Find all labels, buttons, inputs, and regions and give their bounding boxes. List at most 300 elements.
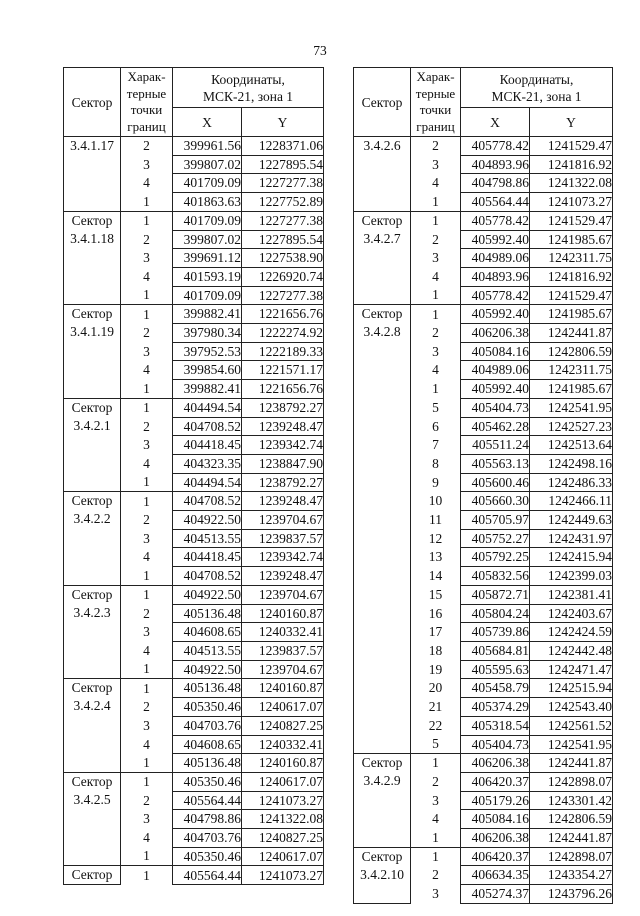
y-coordinate-cell: 1242898.07 (530, 772, 613, 791)
y-coordinate-cell: 1242381.41 (530, 585, 613, 604)
point-number-cell: 4 (121, 361, 173, 380)
y-coordinate-cell: 1242513.64 (530, 436, 613, 455)
point-number-cell: 14 (411, 567, 461, 586)
point-number-cell: 22 (411, 716, 461, 735)
y-coordinate-cell: 1241816.92 (530, 267, 613, 286)
point-number-cell: 3 (121, 249, 173, 268)
x-coordinate-cell: 399807.02 (173, 155, 242, 174)
point-number-cell: 3 (121, 436, 173, 455)
x-coordinate-cell: 404418.45 (173, 548, 242, 567)
sector-cell (64, 137, 121, 212)
point-number-cell: 2 (121, 698, 173, 717)
x-coordinate-cell: 405739.86 (461, 623, 530, 642)
point-number-cell: 3 (121, 810, 173, 829)
x-coordinate-cell: 405778.42 (461, 211, 530, 230)
x-coordinate-cell: 399691.12 (173, 249, 242, 268)
x-coordinate-cell: 405511.24 (461, 436, 530, 455)
point-number-cell: 1 (411, 193, 461, 212)
x-coordinate-cell: 405350.46 (173, 847, 242, 866)
y-coordinate-cell: 1241073.27 (242, 791, 324, 810)
x-coordinate-cell: 405404.73 (461, 398, 530, 417)
header-y: Y (530, 108, 613, 137)
table-row (64, 679, 324, 698)
header-x: X (461, 108, 530, 137)
y-coordinate-cell: 1227895.54 (242, 155, 324, 174)
x-coordinate-cell: 405705.97 (461, 511, 530, 530)
sector-label: Сектор (71, 212, 113, 228)
y-coordinate-cell: 1239837.57 (242, 641, 324, 660)
sector-label: Сектор (71, 586, 113, 602)
y-coordinate-cell: 1241985.67 (530, 380, 613, 399)
x-coordinate-cell: 405660.30 (461, 492, 530, 511)
sector-label: Сектор (361, 848, 403, 864)
x-coordinate-cell: 399882.41 (173, 305, 242, 324)
x-coordinate-cell: 399807.02 (173, 230, 242, 249)
table-header (354, 68, 613, 137)
x-coordinate-cell: 404608.65 (173, 623, 242, 642)
table-row (354, 137, 613, 156)
point-number-cell: 16 (411, 604, 461, 623)
x-coordinate-cell: 405992.40 (461, 305, 530, 324)
x-coordinate-cell: 397980.34 (173, 324, 242, 343)
x-coordinate-cell: 405684.81 (461, 641, 530, 660)
point-number-cell: 1 (121, 193, 173, 212)
sector-label: Сектор (71, 867, 113, 883)
table-row (354, 754, 613, 773)
y-coordinate-cell: 1242898.07 (530, 847, 613, 866)
sector-label: 3.4.1.17 (70, 138, 114, 153)
sector-label: Сектор (71, 399, 113, 415)
table-row (64, 137, 324, 156)
y-coordinate-cell: 1241322.08 (242, 810, 324, 829)
point-number-cell: 1 (121, 473, 173, 492)
y-coordinate-cell: 1242486.33 (530, 473, 613, 492)
point-number-cell: 1 (121, 567, 173, 586)
x-coordinate-cell: 405992.40 (461, 380, 530, 399)
point-number-cell: 17 (411, 623, 461, 642)
y-coordinate-cell: 1238792.27 (242, 398, 324, 417)
point-number-cell: 1 (411, 380, 461, 399)
point-number-cell: 6 (411, 417, 461, 436)
point-number-cell: 1 (121, 305, 173, 324)
point-number-cell: 1 (121, 585, 173, 604)
y-coordinate-cell: 1240160.87 (242, 679, 324, 698)
x-coordinate-cell: 405564.44 (461, 193, 530, 212)
point-number-cell: 1 (121, 772, 173, 791)
y-coordinate-cell: 1239704.67 (242, 585, 324, 604)
x-coordinate-cell: 406206.38 (461, 754, 530, 773)
sector-label: 3.4.2.9 (363, 773, 401, 789)
x-coordinate-cell: 405374.29 (461, 698, 530, 717)
point-number-cell: 2 (121, 791, 173, 810)
point-number-cell: 5 (411, 735, 461, 754)
point-number-cell: 2 (121, 230, 173, 249)
x-coordinate-cell: 399882.41 (173, 380, 242, 399)
y-coordinate-cell: 1242527.23 (530, 417, 613, 436)
point-number-cell: 4 (121, 174, 173, 193)
x-coordinate-cell: 404494.54 (173, 473, 242, 492)
x-coordinate-cell: 405136.48 (173, 604, 242, 623)
point-number-cell: 11 (411, 511, 461, 530)
sector-label: Сектор (361, 212, 403, 228)
x-coordinate-cell: 404989.06 (461, 249, 530, 268)
point-number-cell: 3 (121, 529, 173, 548)
y-coordinate-cell: 1239342.74 (242, 436, 324, 455)
y-coordinate-cell: 1242471.47 (530, 660, 613, 679)
table-row (64, 492, 324, 511)
x-coordinate-cell: 405318.54 (461, 716, 530, 735)
point-number-cell: 2 (411, 137, 461, 156)
x-coordinate-cell: 404989.06 (461, 361, 530, 380)
table-row (64, 585, 324, 604)
y-coordinate-cell: 1243354.27 (530, 866, 613, 885)
table-header (64, 68, 324, 137)
y-coordinate-cell: 1221656.76 (242, 380, 324, 399)
y-coordinate-cell: 1226920.74 (242, 267, 324, 286)
point-number-cell: 1 (411, 754, 461, 773)
y-coordinate-cell: 1242441.87 (530, 754, 613, 773)
y-coordinate-cell: 1240332.41 (242, 623, 324, 642)
x-coordinate-cell: 405595.63 (461, 660, 530, 679)
point-number-cell: 4 (411, 361, 461, 380)
point-number-cell: 1 (121, 492, 173, 511)
x-coordinate-cell: 404494.54 (173, 398, 242, 417)
point-number-cell: 2 (411, 230, 461, 249)
point-number-cell: 9 (411, 473, 461, 492)
x-coordinate-cell: 397952.53 (173, 342, 242, 361)
y-coordinate-cell: 1242541.95 (530, 735, 613, 754)
point-number-cell: 3 (121, 155, 173, 174)
x-coordinate-cell: 404708.52 (173, 567, 242, 586)
point-number-cell: 18 (411, 641, 461, 660)
sector-cell (64, 398, 121, 492)
y-coordinate-cell: 1221656.76 (242, 305, 324, 324)
x-coordinate-cell: 404513.55 (173, 529, 242, 548)
point-number-cell: 4 (411, 267, 461, 286)
y-coordinate-cell: 1242806.59 (530, 342, 613, 361)
x-coordinate-cell: 404608.65 (173, 735, 242, 754)
table-row (354, 305, 613, 324)
point-number-cell: 1 (411, 305, 461, 324)
table-row (64, 398, 324, 417)
point-number-cell: 1 (121, 866, 173, 885)
x-coordinate-cell: 404703.76 (173, 716, 242, 735)
sector-cell (354, 211, 411, 305)
sector-cell (64, 585, 121, 679)
sector-label: 3.4.2.1 (73, 417, 111, 433)
sector-label: 3.4.1.19 (70, 324, 114, 340)
x-coordinate-cell: 401709.09 (173, 174, 242, 193)
y-coordinate-cell: 1242561.52 (530, 716, 613, 735)
point-number-cell: 4 (121, 735, 173, 754)
x-coordinate-cell: 405792.25 (461, 548, 530, 567)
x-coordinate-cell: 405136.48 (173, 754, 242, 773)
y-coordinate-cell: 1239248.47 (242, 417, 324, 436)
sector-label: 3.4.2.2 (73, 511, 111, 527)
y-coordinate-cell: 1227752.89 (242, 193, 324, 212)
y-coordinate-cell: 1239704.67 (242, 511, 324, 530)
point-number-cell: 21 (411, 698, 461, 717)
y-coordinate-cell: 1243301.42 (530, 791, 613, 810)
x-coordinate-cell: 405752.27 (461, 529, 530, 548)
y-coordinate-cell: 1227277.38 (242, 174, 324, 193)
x-coordinate-cell: 405084.16 (461, 342, 530, 361)
point-number-cell: 1 (121, 847, 173, 866)
coordinates-table-right (353, 67, 613, 904)
point-number-cell: 1 (411, 286, 461, 305)
sector-cell (64, 772, 121, 866)
x-coordinate-cell: 401709.09 (173, 211, 242, 230)
x-coordinate-cell: 404922.50 (173, 511, 242, 530)
y-coordinate-cell: 1240617.07 (242, 772, 324, 791)
x-coordinate-cell: 404893.96 (461, 155, 530, 174)
table-row (64, 772, 324, 791)
point-number-cell: 2 (121, 511, 173, 530)
y-coordinate-cell: 1242515.94 (530, 679, 613, 698)
point-number-cell: 2 (121, 417, 173, 436)
y-coordinate-cell: 1242441.87 (530, 324, 613, 343)
table-row (354, 847, 613, 866)
x-coordinate-cell: 404513.55 (173, 641, 242, 660)
point-number-cell: 3 (411, 791, 461, 810)
y-coordinate-cell: 1242311.75 (530, 249, 613, 268)
point-number-cell: 4 (121, 454, 173, 473)
sector-cell (354, 137, 411, 212)
x-coordinate-cell: 401593.19 (173, 267, 242, 286)
x-coordinate-cell: 406206.38 (461, 829, 530, 848)
x-coordinate-cell: 399854.60 (173, 361, 242, 380)
y-coordinate-cell: 1242431.97 (530, 529, 613, 548)
point-number-cell: 2 (121, 604, 173, 623)
sector-cell (64, 211, 121, 305)
y-coordinate-cell: 1240617.07 (242, 698, 324, 717)
sector-label: Сектор (71, 493, 113, 509)
y-coordinate-cell: 1228371.06 (242, 137, 324, 156)
coordinates-table-left (63, 67, 324, 885)
sector-label: 3.4.2.7 (363, 230, 401, 246)
y-coordinate-cell: 1242806.59 (530, 810, 613, 829)
x-coordinate-cell: 405084.16 (461, 810, 530, 829)
sector-label: Сектор (71, 306, 113, 322)
y-coordinate-cell: 1227277.38 (242, 211, 324, 230)
point-number-cell: 1 (121, 398, 173, 417)
y-coordinate-cell: 1240617.07 (242, 847, 324, 866)
point-number-cell: 4 (121, 548, 173, 567)
sector-label: Сектор (71, 773, 113, 789)
x-coordinate-cell: 404323.35 (173, 454, 242, 473)
x-coordinate-cell: 404798.86 (173, 810, 242, 829)
point-number-cell: 1 (121, 211, 173, 230)
y-coordinate-cell: 1239248.47 (242, 492, 324, 511)
y-coordinate-cell: 1241322.08 (530, 174, 613, 193)
sector-label: 3.4.2.4 (73, 698, 111, 714)
x-coordinate-cell: 404798.86 (461, 174, 530, 193)
y-coordinate-cell: 1242498.16 (530, 454, 613, 473)
y-coordinate-cell: 1239248.47 (242, 567, 324, 586)
point-number-cell: 5 (411, 398, 461, 417)
point-number-cell: 3 (411, 249, 461, 268)
sector-cell (64, 492, 121, 586)
header-points: Харак- терные точки границ (411, 68, 461, 137)
y-coordinate-cell: 1241529.47 (530, 137, 613, 156)
page-number: 73 (313, 43, 327, 58)
sector-label: 3.4.2.5 (73, 791, 111, 807)
y-coordinate-cell: 1241529.47 (530, 286, 613, 305)
x-coordinate-cell: 405179.26 (461, 791, 530, 810)
point-number-cell: 4 (411, 174, 461, 193)
point-number-cell: 4 (121, 829, 173, 848)
y-coordinate-cell: 1241529.47 (530, 211, 613, 230)
x-coordinate-cell: 404418.45 (173, 436, 242, 455)
x-coordinate-cell: 404708.52 (173, 492, 242, 511)
x-coordinate-cell: 405564.44 (173, 866, 242, 885)
point-number-cell: 1 (121, 286, 173, 305)
sector-cell (64, 305, 121, 399)
table-body (64, 137, 324, 885)
y-coordinate-cell: 1242442.48 (530, 641, 613, 660)
point-number-cell: 1 (121, 679, 173, 698)
sector-label: Сектор (361, 755, 403, 771)
y-coordinate-cell: 1242441.87 (530, 829, 613, 848)
header-points: Харак- терные точки границ (121, 68, 173, 137)
table-row (64, 305, 324, 324)
y-coordinate-cell: 1242466.11 (530, 492, 613, 511)
y-coordinate-cell: 1243796.26 (530, 885, 613, 904)
point-number-cell: 1 (411, 847, 461, 866)
x-coordinate-cell: 406420.37 (461, 847, 530, 866)
y-coordinate-cell: 1242424.59 (530, 623, 613, 642)
header-sector: Сектор (64, 68, 121, 137)
x-coordinate-cell: 406420.37 (461, 772, 530, 791)
y-coordinate-cell: 1238792.27 (242, 473, 324, 492)
point-number-cell: 1 (121, 660, 173, 679)
point-number-cell: 4 (121, 641, 173, 660)
y-coordinate-cell: 1242543.40 (530, 698, 613, 717)
y-coordinate-cell: 1242311.75 (530, 361, 613, 380)
x-coordinate-cell: 404893.96 (461, 267, 530, 286)
point-number-cell: 1 (121, 380, 173, 399)
point-number-cell: 15 (411, 585, 461, 604)
y-coordinate-cell: 1222189.33 (242, 342, 324, 361)
y-coordinate-cell: 1239704.67 (242, 660, 324, 679)
sector-label: Сектор (361, 306, 403, 322)
point-number-cell: 13 (411, 548, 461, 567)
y-coordinate-cell: 1227895.54 (242, 230, 324, 249)
x-coordinate-cell: 404708.52 (173, 417, 242, 436)
table-row (354, 211, 613, 230)
y-coordinate-cell: 1240332.41 (242, 735, 324, 754)
y-coordinate-cell: 1241073.27 (530, 193, 613, 212)
x-coordinate-cell: 405563.13 (461, 454, 530, 473)
point-number-cell: 2 (411, 772, 461, 791)
header-coordinates: Координаты, МСК-21, зона 1 (173, 68, 324, 108)
point-number-cell: 2 (121, 137, 173, 156)
x-coordinate-cell: 405804.24 (461, 604, 530, 623)
point-number-cell: 3 (411, 342, 461, 361)
x-coordinate-cell: 405136.48 (173, 679, 242, 698)
y-coordinate-cell: 1238847.90 (242, 454, 324, 473)
y-coordinate-cell: 1222274.92 (242, 324, 324, 343)
x-coordinate-cell: 405778.42 (461, 286, 530, 305)
y-coordinate-cell: 1239837.57 (242, 529, 324, 548)
x-coordinate-cell: 405404.73 (461, 735, 530, 754)
point-number-cell: 8 (411, 454, 461, 473)
x-coordinate-cell: 405600.46 (461, 473, 530, 492)
point-number-cell: 7 (411, 436, 461, 455)
y-coordinate-cell: 1242403.67 (530, 604, 613, 623)
y-coordinate-cell: 1241073.27 (242, 866, 324, 885)
y-coordinate-cell: 1240827.25 (242, 829, 324, 848)
point-number-cell: 20 (411, 679, 461, 698)
x-coordinate-cell: 405832.56 (461, 567, 530, 586)
point-number-cell: 4 (121, 267, 173, 286)
sector-label: 3.4.2.8 (363, 324, 401, 340)
point-number-cell: 19 (411, 660, 461, 679)
y-coordinate-cell: 1241985.67 (530, 305, 613, 324)
x-coordinate-cell: 401863.63 (173, 193, 242, 212)
y-coordinate-cell: 1240160.87 (242, 754, 324, 773)
y-coordinate-cell: 1242449.63 (530, 511, 613, 530)
x-coordinate-cell: 406634.35 (461, 866, 530, 885)
y-coordinate-cell: 1242399.03 (530, 567, 613, 586)
sector-cell (64, 679, 121, 773)
x-coordinate-cell: 401709.09 (173, 286, 242, 305)
table-row (64, 866, 324, 885)
y-coordinate-cell: 1241985.67 (530, 230, 613, 249)
point-number-cell: 3 (411, 155, 461, 174)
x-coordinate-cell: 405350.46 (173, 772, 242, 791)
point-number-cell: 2 (411, 324, 461, 343)
y-coordinate-cell: 1242541.95 (530, 398, 613, 417)
y-coordinate-cell: 1227277.38 (242, 286, 324, 305)
x-coordinate-cell: 399961.56 (173, 137, 242, 156)
point-number-cell: 2 (411, 866, 461, 885)
x-coordinate-cell: 405274.37 (461, 885, 530, 904)
sector-label: Сектор (71, 680, 113, 696)
point-number-cell: 3 (121, 716, 173, 735)
header-coordinates: Координаты, МСК-21, зона 1 (461, 68, 613, 108)
sector-label: 3.4.2.3 (73, 604, 111, 620)
point-number-cell: 3 (121, 342, 173, 361)
sector-label: 3.4.2.6 (363, 138, 401, 153)
sector-label: 3.4.2.10 (360, 866, 404, 882)
header-sector: Сектор (354, 68, 411, 137)
x-coordinate-cell: 405778.42 (461, 137, 530, 156)
sector-cell (354, 305, 411, 754)
x-coordinate-cell: 405564.44 (173, 791, 242, 810)
x-coordinate-cell: 405872.71 (461, 585, 530, 604)
sector-cell (354, 754, 411, 848)
point-number-cell: 3 (121, 623, 173, 642)
x-coordinate-cell: 405458.79 (461, 679, 530, 698)
y-coordinate-cell: 1241816.92 (530, 155, 613, 174)
y-coordinate-cell: 1239342.74 (242, 548, 324, 567)
y-coordinate-cell: 1221571.17 (242, 361, 324, 380)
point-number-cell: 2 (121, 324, 173, 343)
point-number-cell: 1 (411, 211, 461, 230)
sector-label: 3.4.1.18 (70, 230, 114, 246)
y-coordinate-cell: 1240827.25 (242, 716, 324, 735)
sector-cell (354, 847, 411, 903)
y-coordinate-cell: 1227538.90 (242, 249, 324, 268)
sector-cell (64, 866, 121, 885)
header-y: Y (242, 108, 324, 137)
x-coordinate-cell: 406206.38 (461, 324, 530, 343)
x-coordinate-cell: 404703.76 (173, 829, 242, 848)
x-coordinate-cell: 405350.46 (173, 698, 242, 717)
x-coordinate-cell: 405462.28 (461, 417, 530, 436)
x-coordinate-cell: 405992.40 (461, 230, 530, 249)
